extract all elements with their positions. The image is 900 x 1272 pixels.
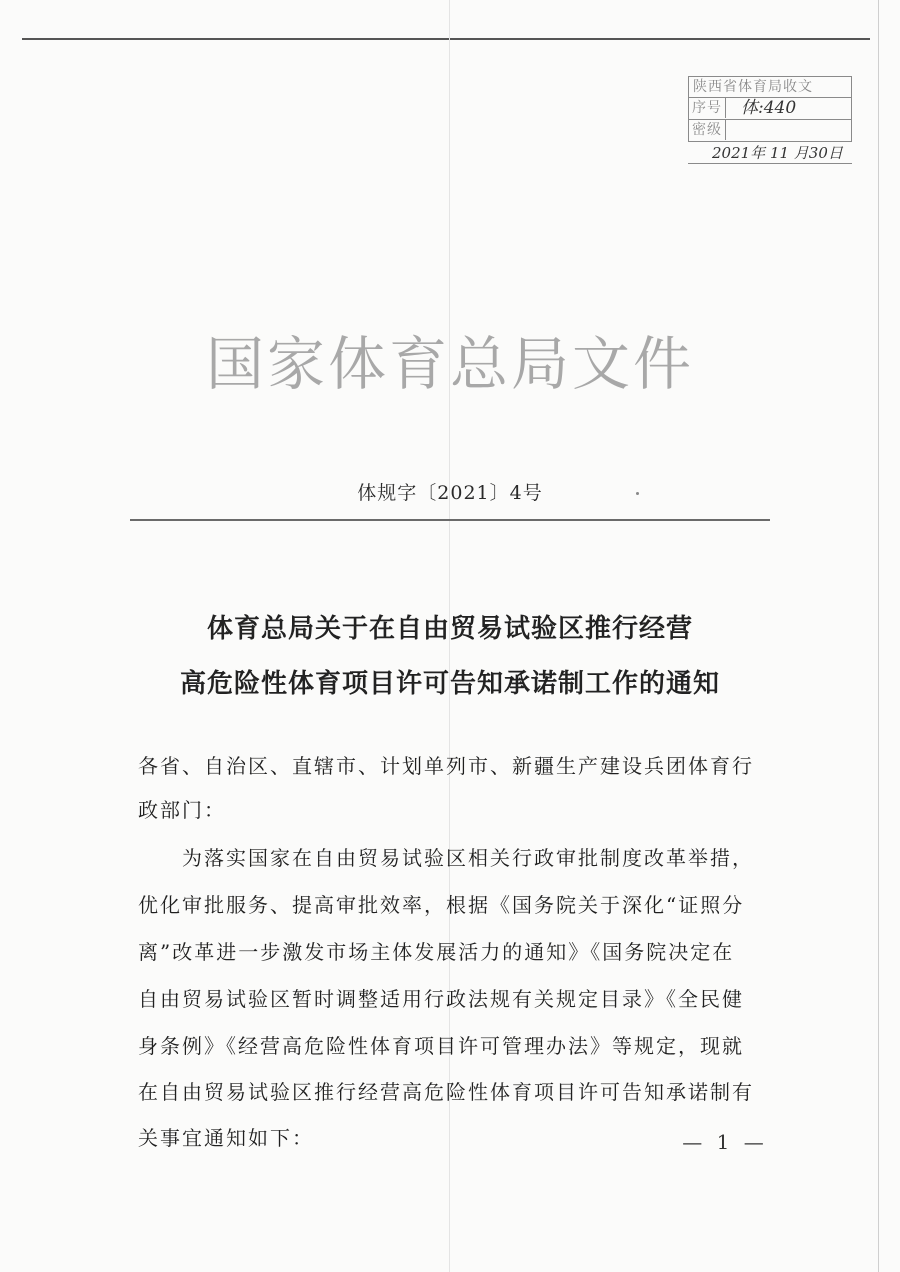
body-line: 在自由贸易试验区推行经营高危险性体育项目许可告知承诺制有 (138, 1080, 754, 1104)
document-number: 体规字〔2021〕4号 (357, 482, 543, 504)
scan-speck (636, 492, 639, 495)
body-line: 优化审批服务、提高审批效率，根据《国务院关于深化“证照分 (138, 893, 745, 917)
body-line: 自由贸易试验区暂时调整适用行政法规有关规定目录》《全民健 (138, 987, 744, 1011)
body-line: 为落实国家在自由贸易试验区相关行政审批制度改革举措， (138, 846, 754, 870)
notice-heading-line-1: 体育总局关于在自由贸易试验区推行经营 (206, 614, 693, 644)
stamp-date-value: 2021年 11 月30日 (712, 144, 843, 162)
stamp-category-label: 密级 (689, 120, 726, 140)
body-line: 政部门： (138, 798, 226, 822)
body-line: 离”改革进一步激发市场主体发展活力的通知》《国务院决定在 (138, 940, 735, 964)
notice-heading-line-2: 高危险性体育项目许可告知承诺制工作的通知 (179, 669, 720, 699)
stamp-date-row (688, 142, 852, 164)
document-title: 国家体育总局文件 (205, 330, 694, 398)
scan-side-edge (878, 0, 879, 1272)
stamp-title-row (688, 76, 852, 98)
body-line: 身条例》《经营高危险性体育项目许可管理办法》等规定，现就 (138, 1034, 744, 1058)
stamp-serial-value: 体:440 (741, 98, 797, 118)
stamp-category-row (688, 120, 852, 142)
stamp-serial-label: 序号 (689, 98, 726, 118)
body-line: 各省、自治区、直辖市、计划单列市、新疆生产建设兵团体育行 (138, 754, 754, 778)
stamp-serial-row (688, 98, 852, 120)
stamp-title: 陕西省体育局收文 (693, 79, 813, 95)
scan-edge-line (22, 38, 870, 40)
page-number: — 1 — (682, 1130, 768, 1154)
body-line: 关事宜通知如下： (138, 1126, 314, 1150)
receipt-stamp (688, 76, 852, 168)
header-rule (130, 519, 770, 521)
